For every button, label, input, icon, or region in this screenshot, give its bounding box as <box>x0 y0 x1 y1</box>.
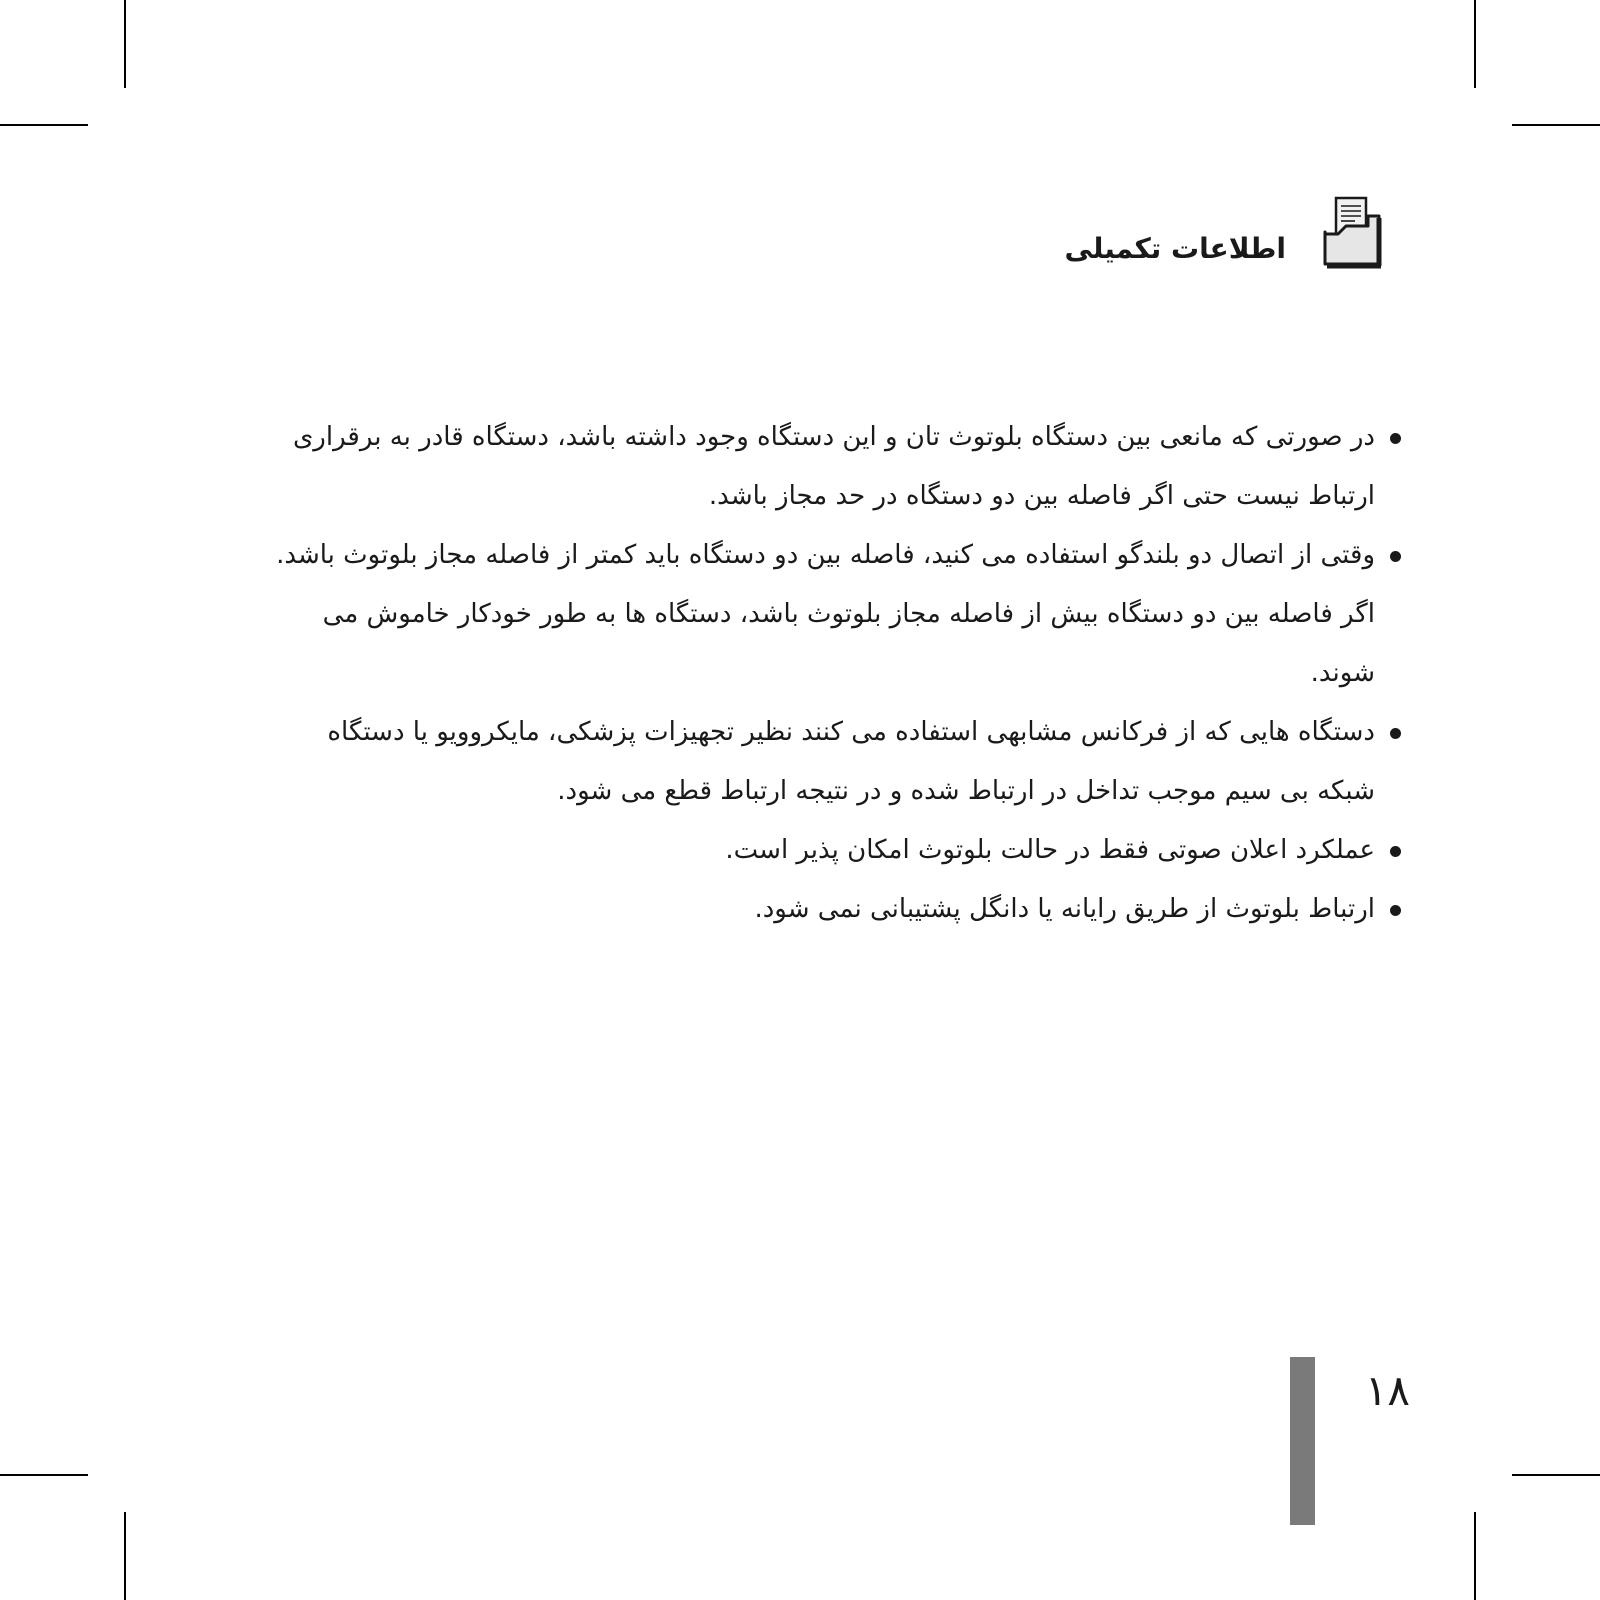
crop-mark-top-right <box>1512 124 1600 126</box>
list-item <box>275 821 1375 880</box>
bullet-icon <box>1390 728 1401 739</box>
list-item-text: عملکرد اعلان صوتی فقط در حالت بلوتوث امکان پذیر است. <box>725 835 1375 865</box>
list-item-text: وقتی از اتصال دو بلندگو استفاده می کنید، فاصله بین دو دستگاه باید کمتر از فاصله مجاز بلوتوث باشد. اگر فاصله بین دو دستگاه بیش از فاصله مجاز بلوتوث باشد، دستگاه ها به طور خودکار خاموش می شوند. <box>276 540 1375 688</box>
document-folder-icon <box>1322 196 1382 270</box>
list-item <box>275 408 1375 526</box>
list-item-text: دستگاه هایی که از فرکانس مشابهی استفاده می کنند نظیر تجهیزات پزشکی، مایکروویو یا دستگاه شبکه بی سیم موجب تداخل در ارتباط شده و در نتیجه ارتباط قطع می شود. <box>327 717 1375 806</box>
list-item <box>275 880 1375 939</box>
bullet-icon <box>1390 551 1401 562</box>
page-number: ۱۸ <box>1364 1366 1410 1415</box>
bullet-list <box>275 408 1375 939</box>
crop-mark-top-left <box>124 0 126 88</box>
crop-mark-bottom-left <box>124 1512 126 1600</box>
bullet-icon <box>1390 846 1401 857</box>
list-item <box>275 703 1375 821</box>
crop-mark-bottom-left <box>0 1474 88 1476</box>
content <box>275 408 1375 939</box>
list-item-text: ارتباط بلوتوث از طریق رایانه یا دانگل پشتیبانی نمی شود. <box>754 894 1375 924</box>
bullet-icon <box>1390 905 1401 916</box>
section-header <box>782 196 1382 276</box>
crop-mark-bottom-right <box>1512 1474 1600 1476</box>
bullet-icon <box>1390 433 1401 444</box>
section-title: اطلاعات تکمیلی <box>1064 232 1286 265</box>
crop-mark-bottom-right <box>1474 1512 1476 1600</box>
crop-mark-top-left <box>0 124 88 126</box>
list-item <box>275 526 1375 703</box>
crop-mark-top-right <box>1474 0 1476 88</box>
list-item-text: در صورتی که مانعی بین دستگاه بلوتوث تان و این دستگاه وجود داشته باشد، دستگاه قادر به برقراری ارتباط نیست حتی اگر فاصله بین دو دستگاه در حد مجاز باشد. <box>292 422 1375 511</box>
page-edge-tab <box>1290 1357 1315 1525</box>
